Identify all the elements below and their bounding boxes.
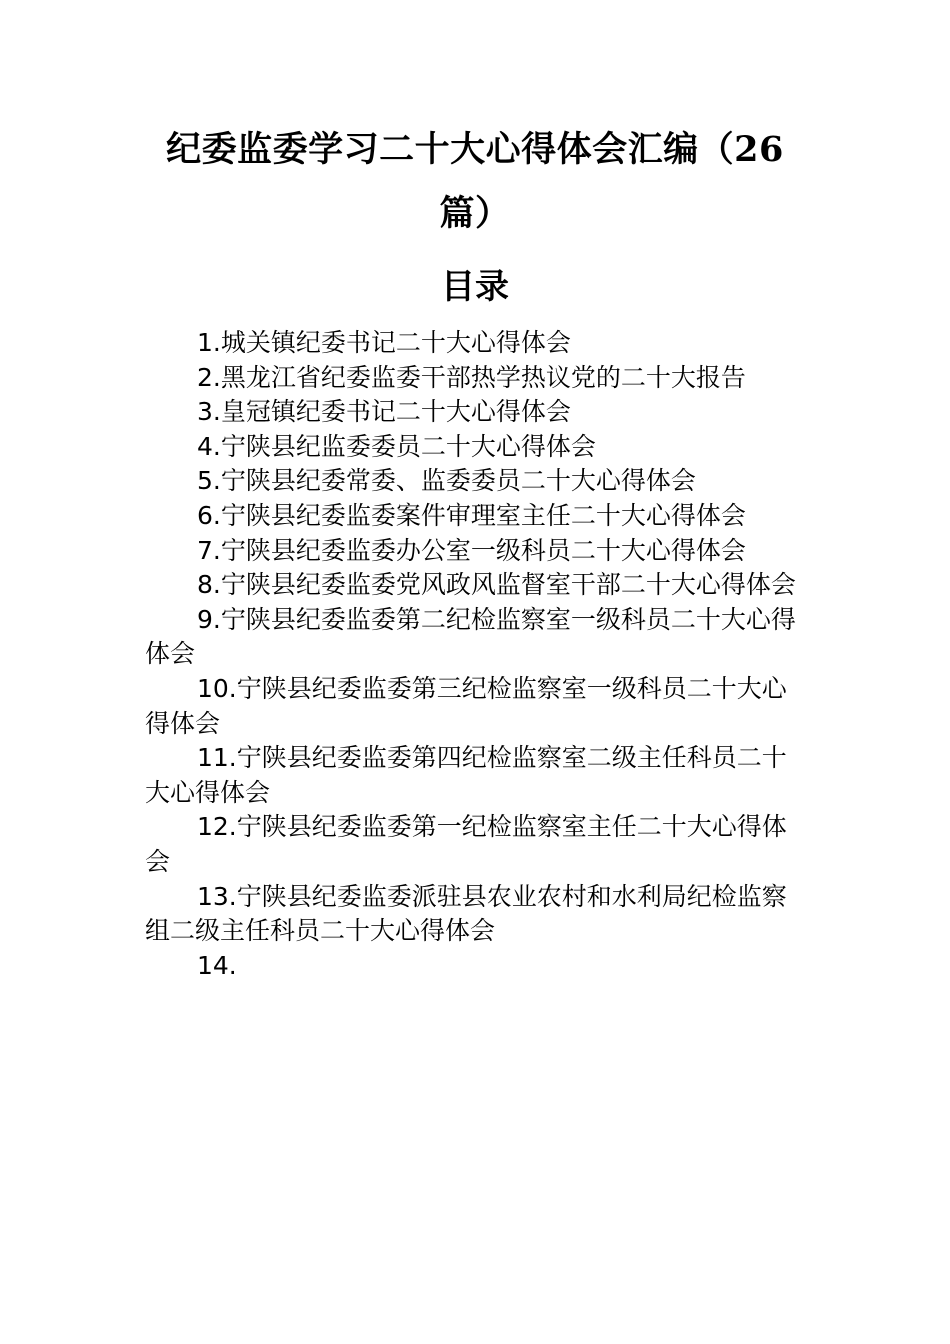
- toc-item: 9.宁陕县纪委监委第二纪检监察室一级科员二十大心得体会: [145, 604, 796, 669]
- toc-item: 8.宁陕县纪委监委党风政风监督室干部二十大心得体会: [197, 570, 796, 600]
- toc-item: 13.宁陕县纪委监委派驻县农业农村和水利局纪检监察组二级主任科员二十大心得体会: [145, 881, 787, 946]
- toc-list: [145, 326, 810, 983]
- toc-item: 14.: [197, 950, 237, 980]
- document-title: 纪委监委学习二十大心得体会汇编（26篇）: [166, 129, 784, 234]
- toc-item: 2.黑龙江省纪委监委干部热学热议党的二十大报告: [197, 362, 746, 392]
- toc-item: 6.宁陕县纪委监委案件审理室主任二十大心得体会: [197, 500, 746, 530]
- toc-item: 3.皇冠镇纪委书记二十大心得体会: [197, 397, 571, 427]
- toc-item: 1.城关镇纪委书记二十大心得体会: [197, 328, 571, 357]
- toc-item: 5.宁陕县纪委常委、监委委员二十大心得体会: [197, 466, 696, 496]
- toc-heading: 目录: [441, 267, 509, 307]
- toc-item: 11.宁陕县纪委监委第四纪检监察室二级主任科员二十大心得体会: [145, 743, 787, 807]
- toc-item: 4.宁陕县纪监委委员二十大心得体会: [197, 431, 596, 461]
- toc-item: 10.宁陕县纪委监委第三纪检监察室一级科员二十大心得体会: [145, 673, 787, 738]
- toc-item: 7.宁陕县纪委监委办公室一级科员二十大心得体会: [197, 535, 746, 565]
- toc-item: 12.宁陕县纪委监委第一纪检监察室主任二十大心得体会: [145, 812, 787, 876]
